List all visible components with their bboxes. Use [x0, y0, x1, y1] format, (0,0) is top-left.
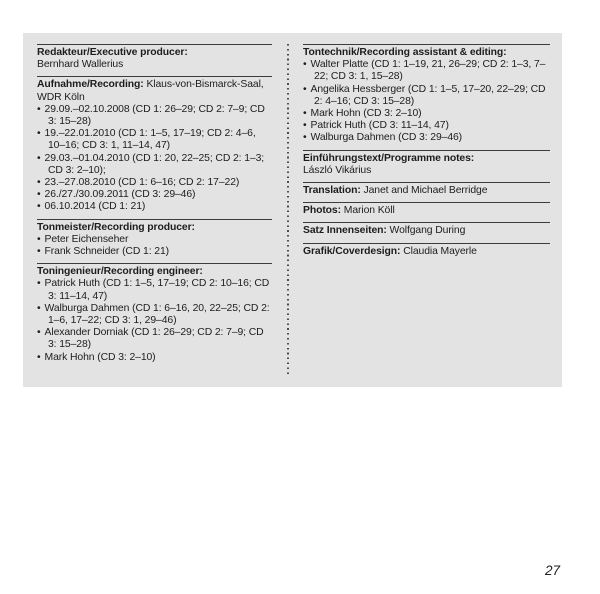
credit-bullet-item: • Walburga Dahmen (CD 3: 29–46) — [303, 132, 550, 144]
section-heading-paragraph — [37, 79, 272, 103]
section-programme-notes — [303, 150, 550, 177]
section-heading-paragraph — [303, 205, 550, 217]
section-cover-design — [303, 243, 550, 258]
section-recording-producer — [37, 219, 272, 259]
credit-bullet-item: • Angelika Hessberger (CD 1: 1–5, 17–20, 22–29; CD 2: 4–16; CD 3: 15–28) — [303, 84, 550, 108]
credit-bullet-item: • Patrick Huth (CD 3: 11–14, 47) — [303, 120, 550, 132]
section-heading-paragraph — [303, 185, 550, 197]
section-heading: Toningenieur/Recording engineer: — [37, 266, 203, 278]
credit-line: Bernhard Wallerius — [37, 59, 124, 71]
credit-inline-value: Claudia Mayerle — [403, 245, 477, 257]
section-recording-engineer — [37, 263, 272, 364]
credit-bullet-item: • 29.09.–02.10.2008 (CD 1: 26–29; CD 2: 7–9; CD 3: 15–28) — [37, 104, 272, 128]
credit-inline-value: Wolfgang During — [389, 225, 466, 237]
column-divider-dotted-line — [287, 44, 289, 374]
credit-bullet-item: • 19.–22.01.2010 (CD 1: 1–5, 17–19; CD 2: 4–6, 10–16; CD 3: 1, 11–14, 47) — [37, 128, 272, 152]
section-photos — [303, 202, 550, 217]
section-recording — [37, 76, 272, 213]
credit-inline-value: Klaus-von-Bismarck-Saal, WDR Köln — [37, 79, 264, 103]
section-heading: Photos: — [303, 205, 341, 217]
section-translation — [303, 182, 550, 197]
section-heading: Grafik/Coverdesign: — [303, 245, 401, 257]
section-heading: Redakteur/Executive producer: — [37, 47, 188, 58]
credit-bullet-item: • 23.–27.08.2010 (CD 1: 6–16; CD 2: 17–22) — [37, 177, 272, 189]
section-typesetting — [303, 222, 550, 237]
left-column — [37, 44, 272, 364]
section-executive-producer — [37, 44, 272, 71]
section-heading: Tonmeister/Recording producer: — [37, 221, 195, 233]
section-recording-assistant — [303, 44, 550, 145]
credit-bullet-item: • 06.10.2014 (CD 1: 21) — [37, 201, 272, 213]
credit-inline-value: Janet and Michael Berridge — [363, 185, 488, 197]
credit-bullet-item: • Alexander Dorniak (CD 1: 26–29; CD 2: 7–9; CD 3: 15–28) — [37, 327, 272, 351]
credit-bullet-item: • Walburga Dahmen (CD 1: 6–16, 20, 22–25; CD 2: 1–6, 17–22; CD 3: 1, 29–46) — [37, 303, 272, 327]
right-column — [303, 44, 550, 258]
credits-panel — [23, 33, 562, 387]
section-heading: Tontechnik/Recording assistant & editing: — [303, 47, 507, 58]
credit-bullet-item: • Frank Schneider (CD 1: 21) — [37, 246, 272, 258]
credit-bullet-item: • 26./27./30.09.2011 (CD 3: 29–46) — [37, 189, 272, 201]
credit-bullet-item: • 29.03.–01.04.2010 (CD 1: 20, 22–25; CD 2: 1–3; CD 3: 2–10); — [37, 153, 272, 177]
section-heading-paragraph — [303, 225, 550, 237]
page-number: 27 — [544, 563, 560, 578]
section-heading-paragraph — [303, 246, 550, 258]
credit-bullet-item: • Mark Hohn (CD 3: 2–10) — [303, 108, 550, 120]
section-heading: Translation: — [303, 185, 361, 197]
credit-bullet-item: • Patrick Huth (CD 1: 1–5, 17–19; CD 2: 10–16; CD 3: 11–14, 47) — [37, 278, 272, 302]
credit-bullet-item: • Walter Platte (CD 1: 1–19, 21, 26–29; CD 2: 1–3, 7–22; CD 3: 1, 15–28) — [303, 59, 550, 83]
credit-inline-value: Marion Köll — [343, 205, 395, 217]
credit-bullet-item: • Mark Hohn (CD 3: 2–10) — [37, 352, 272, 364]
section-heading: Aufnahme/Recording: — [37, 79, 144, 91]
credit-bullet-item: • Peter Eichenseher — [37, 234, 272, 246]
section-heading: Satz Innenseiten: — [303, 225, 387, 237]
section-heading: Einführungstext/Programme notes: — [303, 152, 475, 164]
credit-line: László Vikárius — [303, 164, 372, 176]
